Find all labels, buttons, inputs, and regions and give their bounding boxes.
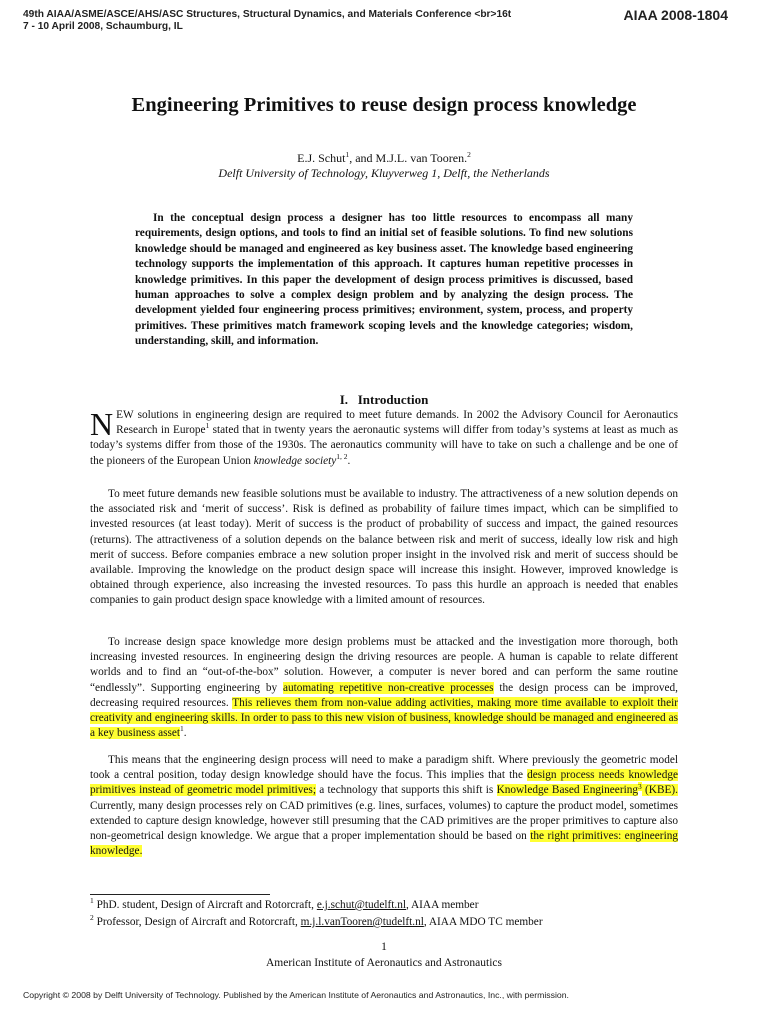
- copyright-notice: Copyright © 2008 by Delft University of Technology. Published by the American Institute of Aeronautics and Astronautics, Inc., with permission.: [23, 990, 569, 1000]
- intro-paragraph-4: [90, 753, 678, 859]
- page-number: 1: [381, 941, 387, 953]
- footnote-1-email-link[interactable]: e.j.schut@tudelft.nl: [316, 899, 406, 911]
- p1-text-a: EW solutions in engineering design are required to meet future demands. In 2002 the Advisory Council for Aeronautics Research in Europe: [116, 409, 678, 437]
- footnote-2-email-link[interactable]: m.j.l.vanTooren@tudelft.nl: [300, 916, 424, 928]
- paper-title: Engineering Primitives to reuse design process knowledge: [131, 94, 637, 116]
- footnote-2-number: 2: [90, 913, 94, 923]
- footer-organization: American Institute of Aeronautics and Astronautics: [265, 957, 502, 969]
- p4-highlight-4: the right primitives: engineering knowledge.: [90, 830, 679, 858]
- p3-text-a: To increase design space knowledge more design problems must be attacked and the investigation more thorough, both increasing invested resources. In engineering design the driving resources are people. A human is capable to relate different worlds and to find an “out-of-the-box” solution. However, a computer is never bored and can perform the same routine “endlessly”. Supporting engineering by: [90, 636, 678, 694]
- intro-paragraph-3: [90, 635, 678, 741]
- p1-citation-a: 1: [205, 421, 210, 431]
- p4-highlight-2: Knowledge Based Engineering: [496, 784, 639, 797]
- section-title: Introduction: [357, 392, 429, 407]
- author-separator: , and: [349, 151, 376, 165]
- p3-citation: 1: [180, 724, 184, 734]
- p4-text-a: This means that the engineering design process will need to make a paradigm shift. Where previously the geometric model took a central position, today design knowledge should have the focus. This implies that the: [90, 754, 678, 782]
- p4-citation: 3: [638, 781, 642, 791]
- conference-line-1: 49th AIAA/ASME/ASCE/AHS/ASC Structures, Structural Dynamics, and Materials Conference <br>16t: [23, 9, 512, 20]
- p4-text-c: Currently, many design processes rely on CAD primitives (e.g. lines, surfaces, volumes) to capture the product model, sometimes extended to capture design knowledge, however still presuming that the CAD primitives are the proper primitives to capture also non-geometrical design knowledge. We argue that a proper implementation should be based on: [90, 799, 678, 843]
- author-line: [0, 150, 768, 166]
- footnote-2: [90, 915, 690, 929]
- p4-highlight-3: (KBE).: [641, 784, 678, 797]
- footnote-1-number: 1: [90, 896, 94, 906]
- p3-text-c: .: [183, 727, 187, 740]
- footnote-1-tail: , AIAA member: [405, 899, 479, 911]
- p3-text-b: the design process can be improved, decreasing required resources.: [90, 681, 678, 709]
- p4-text-b: a technology that supports this shift is: [315, 784, 497, 797]
- p3-highlight-1: automating repetitive non-creative processes: [282, 681, 494, 694]
- footnote-2-text: Professor, Design of Aircraft and Rotorcraft,: [93, 916, 301, 928]
- intro-paragraph-1: [90, 408, 678, 469]
- affiliation: Delft University of Technology, Kluyverweg 1, Delft, the Netherlands: [218, 166, 550, 180]
- p1-citation-b: 1, 2: [336, 451, 348, 461]
- conference-line-2: 7 - 10 April 2008, Schaumburg, IL: [23, 21, 183, 32]
- author-2: M.J.L. van Tooren.: [375, 151, 468, 165]
- author-1: E.J. Schut: [297, 151, 346, 165]
- footnote-1-text: PhD. student, Design of Aircraft and Rotorcraft,: [93, 899, 317, 911]
- footnote-1: [90, 898, 690, 912]
- footnote-divider: [90, 894, 270, 895]
- p1-italic-term: knowledge society: [253, 454, 337, 467]
- abstract: In the conceptual design process a designer has too little resources to encompass all many requirements, design options, and tools to find an initial set of feasible solutions. To find new solutions knowledge should be managed and engineered as key business asset. The knowledge based engineering technology supports the implementation of this approach. It captures human repetitive processes in knowledge primitives. In this paper the development of design process primitives is discussed, based human approaches to solve a complex design problem and by analyzing the design process. The development yielded four engineering process primitives; environment, system, process, and property primitives. These primitives match framework scoping levels and the knowledge categories; wisdom, understanding, skill, and information.: [135, 212, 633, 348]
- p3-highlight-2: This relieves them from non-value adding activities, making more time available to exploit their creativity and engineering skills. In order to pass to this new vision of business, knowledge should be managed and engineered as a key business asset: [90, 696, 678, 740]
- author-1-footnote-mark: 1: [345, 150, 350, 159]
- section-number: I.: [339, 392, 348, 407]
- paper-id: AIAA 2008-1804: [623, 7, 728, 23]
- footnote-2-tail: , AIAA MDO TC member: [423, 916, 543, 928]
- section-heading: [0, 392, 768, 408]
- p1-text-c: .: [347, 454, 351, 467]
- conference-header: [23, 9, 583, 33]
- author-2-footnote-mark: 2: [467, 150, 471, 159]
- p4-highlight-1: design process needs knowledge primitives instead of geometric model primitives;: [90, 769, 679, 797]
- intro-paragraph-2: To meet future demands new feasible solutions must be available to industry. The attractiveness of a new solution depends on the associated risk and ‘merit of success’. Risk is defined as probability of failure times impact, which can be simplified to invested resources (at least today). Merit of success is the product of probability of success and impact, the gained resources (returns). The attractiveness of a solution depends on the balance between risk and merit of success, ideally low risk and high merit of success. Before companies embrace a new solution proper insight in the involved risk and merit of success should be available. Improving the knowledge on the product design space will increase this insight. However, improved knowledge is obtained through experience, also increasing the invested resources. To pass this hurdle an approach is needed that enables companies to gain product design space knowledge with a limited amount of resources.: [90, 488, 678, 607]
- drop-cap: N: [90, 406, 114, 442]
- p1-text-b: stated that in twenty years the aeronautic systems will differ from today’s systems at least as much as today’s systems differ from those of the 1930s. The aeronautics community will have to take on such a challenge and be one of the pioneers of the European Union: [90, 424, 678, 467]
